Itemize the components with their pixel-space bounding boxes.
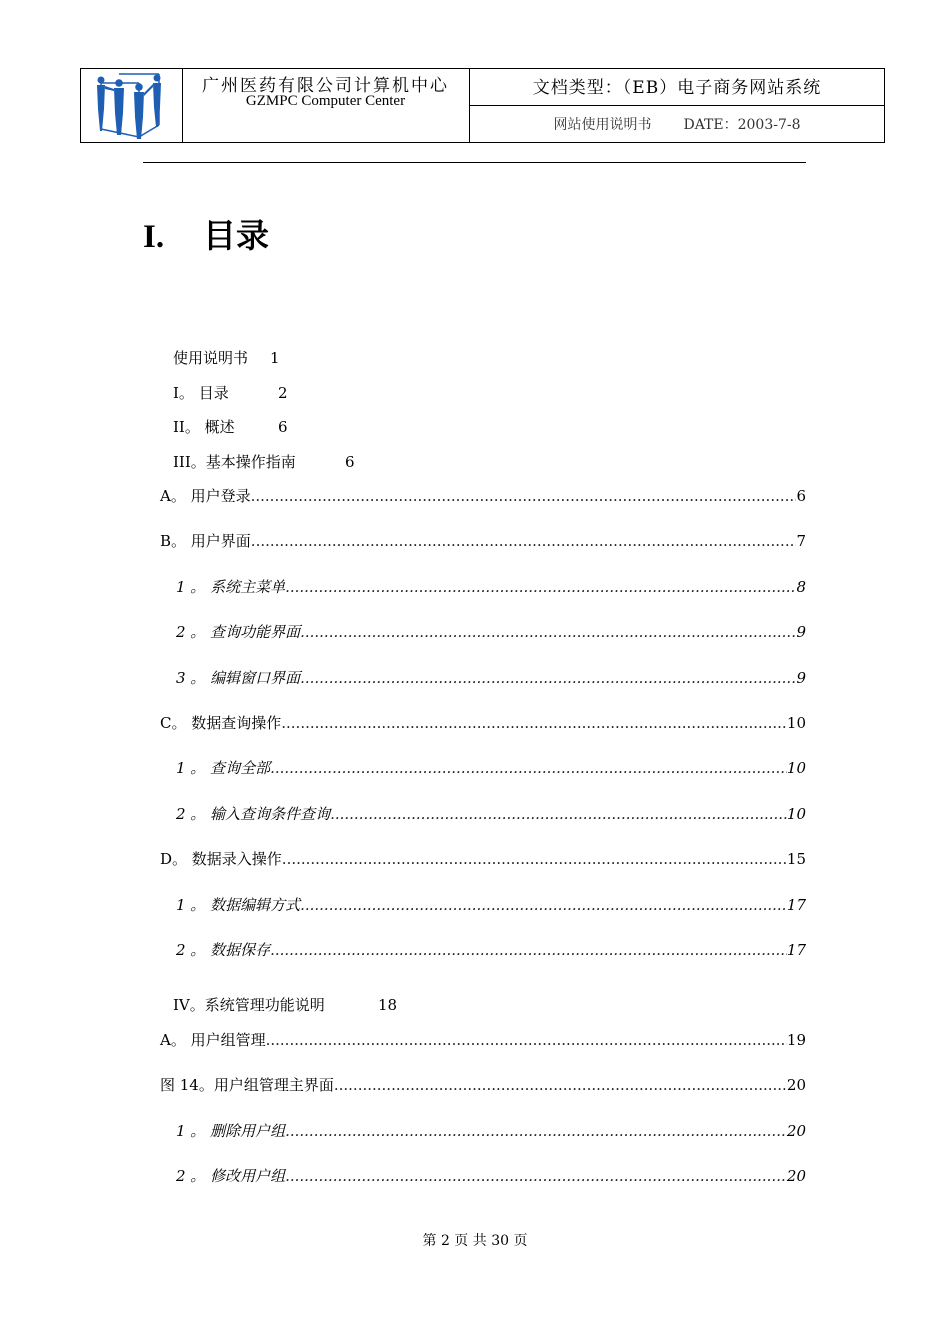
toc-entry-label: 1 。 查询全部 [176,759,271,777]
page-title-text: 目录 [203,219,269,255]
header-rule [143,162,806,163]
toc-item-page: 6 [345,453,355,471]
toc-entry-page: 19 [786,1031,806,1049]
toc-entry[interactable] [176,804,806,824]
page-title [143,210,269,257]
toc-entry-label: 3 。 编辑窗口界面 [176,669,301,687]
toc-entry-label: A。 用户登录 [160,487,251,505]
toc-entry[interactable] [176,758,806,778]
toc-item[interactable] [173,417,288,437]
toc-item-page: 6 [278,418,288,436]
toc-entry-page: 17 [786,941,806,959]
toc-item-page: 18 [378,996,398,1014]
toc-entry-label: 2 。 修改用户组 [176,1167,286,1185]
toc-entry[interactable] [160,849,806,869]
toc-leader [300,668,796,688]
toc-leader [251,531,797,551]
toc-leader [281,713,787,733]
logo-cell [81,69,183,142]
page-title-number: I. [143,219,165,255]
toc-entry-page: 10 [786,805,806,823]
toc-leader [285,577,796,597]
toc-entry-label: 2 。 查询功能界面 [176,623,301,641]
toc-leader [300,622,796,642]
toc-entry[interactable] [176,1166,806,1186]
toc-leader [282,849,787,869]
toc-entry-label: A。 用户组管理 [160,1031,266,1049]
toc-item-label: 使用说明书 [173,349,249,367]
company-name-en: GZMPC Computer Center [245,93,406,109]
doc-name: 网站使用说明书 [553,117,652,133]
toc-entry-label: 图 14。用户组管理主界面 [160,1076,334,1094]
toc-entry[interactable] [160,1030,806,1050]
toc-entry-label: 1 。 删除用户组 [176,1122,286,1140]
toc-entry[interactable] [176,622,806,642]
toc-entry-label: 1 。 系统主菜单 [176,578,286,596]
toc-item[interactable] [173,452,355,472]
toc-item-label: I。 目录 [173,384,229,402]
document-header [80,68,885,143]
toc-item-label: III。基本操作指南 [173,453,296,471]
doc-info-cell [470,69,884,142]
toc-leader [300,895,787,915]
toc-entry-page: 7 [796,532,806,550]
toc-entry[interactable] [176,577,806,597]
toc-entry[interactable] [160,713,806,733]
toc-leader [285,1121,787,1141]
doc-date: DATE：2003-7-8 [683,117,801,133]
doc-meta [470,106,884,142]
toc-entry-page: 17 [786,896,806,914]
toc-entry[interactable] [176,668,806,688]
toc-leader [285,1166,787,1186]
toc-entry-label: B。 用户界面 [160,532,251,550]
gzmpc-logo-figures-icon [81,69,182,142]
toc-leader [266,1030,787,1050]
toc-entry-page: 8 [796,578,806,596]
toc-entry[interactable] [160,486,806,506]
toc-leader [270,758,787,778]
toc-item[interactable] [173,383,288,403]
toc-entry-page: 9 [796,623,806,641]
doc-type: 文档类型：（EB）电子商务网站系统 [470,69,884,106]
toc-leader [270,940,787,960]
toc-entry[interactable] [160,531,806,551]
toc-entry-page: 20 [786,1076,806,1094]
toc-entry-label: C。 数据查询操作 [160,714,282,732]
toc-entry-label: D。 数据录入操作 [160,850,282,868]
toc-entry-page: 10 [786,714,806,732]
toc-item[interactable] [173,348,280,368]
toc-entry-page: 9 [796,669,806,687]
toc-entry-page: 6 [796,487,806,505]
toc-item-page: 1 [270,349,280,367]
toc-entry-label: 1 。 数据编辑方式 [176,896,301,914]
company-cell [182,69,470,142]
toc-entry[interactable] [176,1121,806,1141]
toc-leader [251,486,797,506]
toc-item-label: IV。系统管理功能说明 [173,996,325,1014]
toc-entry[interactable] [176,940,806,960]
toc-entry-label: 2 。 数据保存 [176,941,271,959]
toc-item-page: 2 [278,384,288,402]
page-footer: 第 2 页 共 30 页 [422,1233,528,1249]
toc-entry-page: 20 [786,1167,806,1185]
toc-entry-label: 2 。 输入查询条件查询 [176,805,331,823]
toc-entry[interactable] [176,895,806,915]
company-name-cn: 广州医药有限公司计算机中心 [202,76,449,96]
toc-entry-page: 15 [786,850,806,868]
toc-entry[interactable] [160,1075,806,1095]
toc-item[interactable] [173,995,397,1015]
toc-item-label: II。 概述 [173,418,235,436]
toc-leader [330,804,787,824]
toc-leader [334,1075,787,1095]
toc-entry-page: 20 [786,1122,806,1140]
toc-entry-page: 10 [786,759,806,777]
